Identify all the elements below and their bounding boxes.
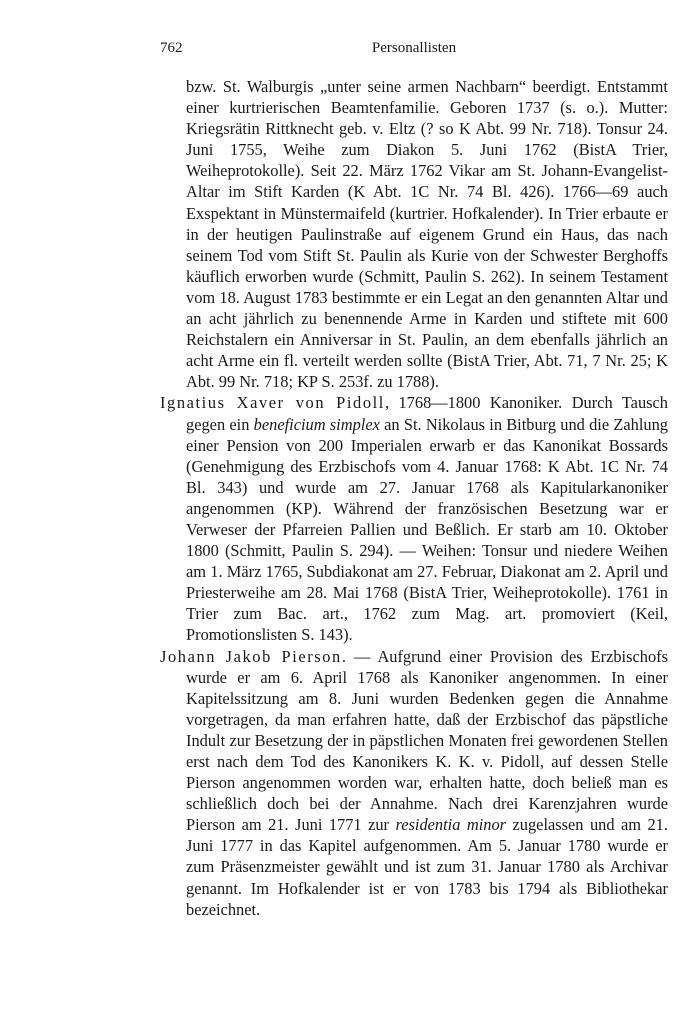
running-title: Personallisten [371,40,457,56]
italic-term: beneficium simplex [253,414,380,434]
text-segment: , 1768—1800 Kanoniker. Durch Tausch gegen ein [186,393,668,434]
italic-term: residentia minor [395,815,507,835]
page-header [160,38,668,58]
entry-pidoll [160,392,668,645]
person-name: Ignatius Xaver von Pidoll [160,393,385,413]
text-segment: . — Aufgrund einer Provision des Erzbischofs wurde er am 6. April 1768 als Kanoniker angenommen. In einer Kapitelssitzung am 8. Juni wurden Bedenken gegen die Annahme vorgetragen, da man erfahren hatte, daß der Erzbischof das päpstliche Indult zur Besetzung der in päpstlichen Monaten frei gewordenen Stellen erst nach dem Tod des Kanonikers K. K. v. Pidoll, auf dessen Stelle Pierson angenommen worden war, erhalten hatte, doch beließ man es schließlich doch bei der Annahme. Nach drei Karenzjahren wurde Pierson am 21. Juni 1771 zur [186,646,668,835]
entry-continuation [160,76,668,392]
page-number: 762 [160,40,183,56]
body-text [160,76,668,920]
entry-pierson [160,646,668,920]
text-segment: bzw. St. Walburgis „unter seine armen Nachbarn“ beerdigt. Entstammt einer kurtrierischen Beamtenfamilie. Geboren 1737 (s. o.). Mutter: Kriegsrätin Rittknecht geb. v. Eltz (? so K Abt. 99 Nr. 718). Tonsur 24. Juni 1755, Weihe zum Diakon 5. Juni 1762 (BistA Trier, Weiheprotokolle). Seit 22. März 1762 Vikar am St. Johann-Evangelist-Altar im Stift Karden (K Abt. 1C Nr. 74 Bl. 426). 1766—69 auch Exspektant in Münstermaifeld (kurtrier. Hofkalender). In Trier erbaute er in der heutigen Paulinstraße auf eigenem Grund ein Haus, das nach seinem Tod vom Stift St. Paulin als Kurie von der Schwester Berghoffs käuflich erworben wurde (Schmitt, Paulin S. 262). In seinem Testament vom 18. August 1783 bestimmte er ein Legat an den genannten Altar und an acht jährlich zu benennende Arme in Karden und stiftete mit 600 Reichstalern ein Anniversar in St. Paulin, an dem ebenfalls jährlich an acht Arme ein fl. verteilt werden sollte (BistA Trier, Abt. 71, 7 Nr. 25; K Abt. 99 Nr. 718; KP S. 253f. zu 1788). [186,77,668,392]
text-segment: zugelassen und am 21. Juni 1777 in das Kapitel aufgenommen. Am 5. Januar 1780 wurde er zum Präsenzmeister gewählt und ist zum 31. Januar 1780 als Archivar genannt. Im Hofkalender ist er von 1783 bis 1794 als Bibliothekar bezeichnet. [186,815,668,919]
person-name: Johann Jakob Pierson [160,646,342,666]
text-segment: an St. Nikolaus in Bitburg und die Zahlung einer Pension von 200 Imperialen erwarb er das Kanonikat Bossards (Genehmigung des Erzbischofs vom 4. Januar 1768: K Abt. 1C Nr. 74 Bl. 343) und wurde am 27. Januar 1768 als Kapitularkanoniker angenommen (KP). Während der französischen Besetzung war er Verweser der Pfarreien Pallien und Beßlich. Er starb am 10. Oktober 1800 (Schmitt, Paulin S. 294). — Weihen: Tonsur und niedere Weihen am 1. März 1765, Subdiakonat am 27. Februar, Diakonat am 2. April und Priesterweihe am 28. Mai 1768 (BistA Trier, Weiheprotokolle). 1761 in Trier zum Bac. art., 1762 zum Mag. art. promoviert (Keil, Promotionslisten S. 143). [186,414,668,645]
